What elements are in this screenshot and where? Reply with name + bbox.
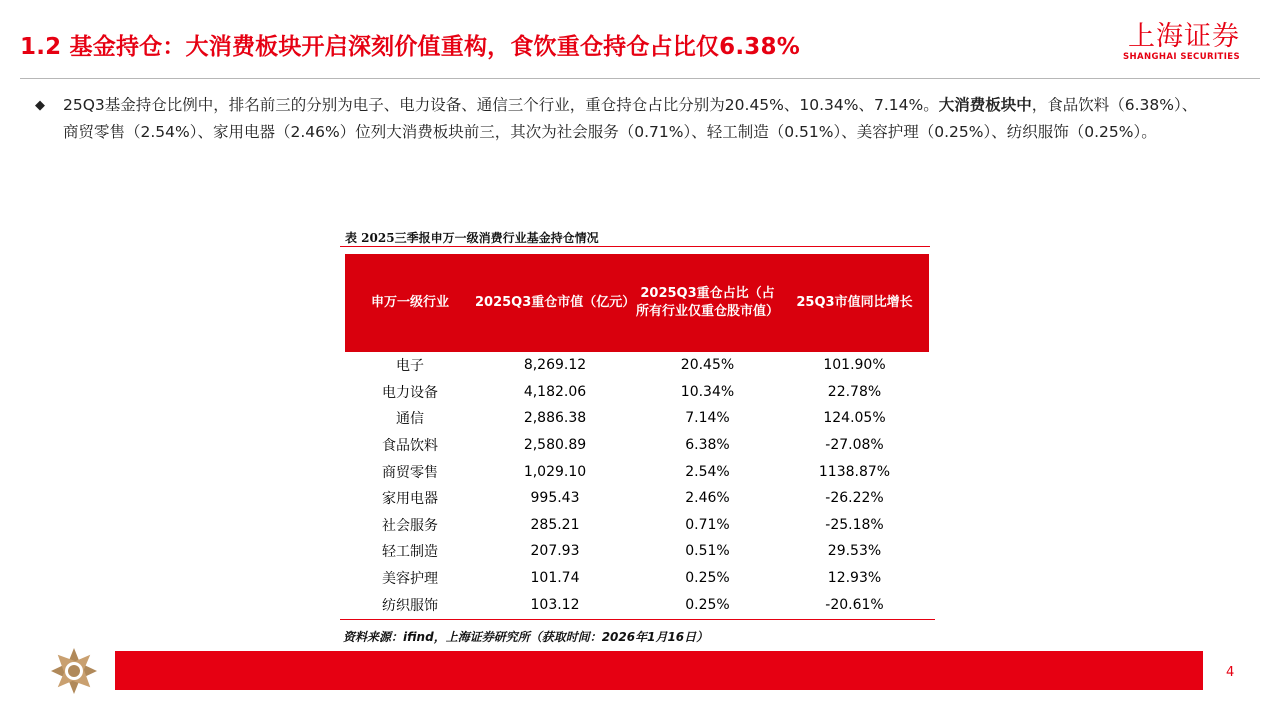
cell-industry: 轻工制造 (382, 544, 438, 561)
cell-industry: 电力设备 (382, 384, 438, 401)
cell-industry: 美容护理 (382, 571, 438, 588)
diamond-bullet-icon: ◆ (35, 98, 45, 113)
cell-market-value: 8,269.12 (523, 357, 587, 374)
cell-market-value: 995.43 (530, 490, 580, 507)
bullet-text (35, 92, 1200, 146)
header-industry: 申万一级行业 (370, 295, 449, 310)
cell-market-value: 4,182.06 (523, 383, 587, 400)
source-note: 资料来源：ifind，上海证券研究所（获取时间：2026年1月16日） (343, 630, 709, 644)
cell-industry: 纺织服饰 (382, 597, 438, 614)
cell-holding-ratio: 2.54% (685, 463, 730, 480)
table-row (345, 485, 929, 512)
cell-yoy-growth: 29.53% (827, 543, 882, 560)
cell-yoy-growth: 124.05% (823, 410, 886, 427)
company-logo (1123, 22, 1240, 62)
table-row (345, 591, 929, 618)
cell-holding-ratio: 10.34% (680, 383, 735, 400)
footer-bar (115, 651, 1203, 690)
title-divider (20, 78, 1260, 79)
cell-holding-ratio: 6.38% (685, 437, 730, 454)
cell-market-value: 101.74 (530, 570, 580, 587)
cell-market-value: 1,029.10 (523, 463, 587, 480)
emblem-logo-icon (50, 647, 98, 695)
cell-industry: 通信 (396, 411, 424, 428)
cell-yoy-growth: 101.90% (823, 357, 886, 374)
cell-yoy-growth: 1138.87% (818, 463, 891, 480)
cell-industry: 社会服务 (382, 517, 438, 534)
caption-divider (340, 246, 930, 247)
table-row (345, 512, 929, 539)
table-row (345, 538, 929, 565)
cell-market-value: 207.93 (530, 543, 580, 560)
cell-yoy-growth: -20.61% (825, 596, 884, 613)
cell-yoy-growth: -25.18% (825, 516, 884, 533)
cell-industry: 家用电器 (382, 491, 438, 508)
cell-holding-ratio: 0.25% (685, 596, 730, 613)
cell-yoy-growth: 22.78% (827, 383, 882, 400)
cell-industry: 食品饮料 (382, 438, 438, 455)
table-row (345, 379, 929, 406)
slide-title: 1.2 基金持仓：大消费板块开启深刻价值重构，食饮重仓持仓占比仅6.38% (20, 34, 800, 60)
cell-holding-ratio: 0.25% (685, 570, 730, 587)
table-caption: 表 2025三季报申万一级消费行业基金持仓情况 (345, 231, 599, 245)
page-number: 4 (1226, 665, 1235, 680)
header-holding-ratio: 2025Q3重仓占比（占所有行业仅重仓股市值） (635, 286, 779, 319)
table-row (345, 565, 929, 592)
table-bottom-divider (340, 619, 935, 620)
logo-english: SHANGHAI SECURITIES (1123, 52, 1240, 62)
bullet-paragraph (35, 92, 1200, 146)
cell-market-value: 2,886.38 (523, 410, 587, 427)
table-row (345, 432, 929, 459)
table-header (345, 254, 929, 352)
bullet-text-part1: 25Q3基金持仓比例中，排名前三的分别为电子、电力设备、通信三个行业，重仓持仓占比分别为20.45%、10.34%、7.14%。 (63, 96, 939, 114)
cell-industry: 商贸零售 (382, 464, 438, 481)
cell-holding-ratio: 7.14% (685, 410, 730, 427)
cell-market-value: 2,580.89 (523, 437, 587, 454)
cell-market-value: 285.21 (530, 516, 580, 533)
cell-yoy-growth: -26.22% (825, 490, 884, 507)
cell-yoy-growth: -27.08% (825, 437, 884, 454)
cell-market-value: 103.12 (530, 596, 580, 613)
header-market-value: 2025Q3重仓市值（亿元） (475, 295, 636, 310)
bullet-text-bold: 大消费板块中 (938, 96, 1032, 114)
cell-holding-ratio: 20.45% (680, 357, 735, 374)
table-row (345, 352, 929, 379)
table-row (345, 458, 929, 485)
bullet-text-part3: ，食品饮料（6.38%）、商贸零售（2.54%）、家用电器（2.46%）位列大消费板块前三，其次为社会服务（0.71%）、轻工制造（0.51%）、美容护理（0.25%）、纺织服饰（0.25%）。 (63, 96, 1198, 141)
logo-chinese: 上海证券 (1128, 21, 1240, 52)
table-row (345, 405, 929, 432)
header-yoy-growth: 25Q3市值同比增长 (796, 295, 913, 310)
cell-holding-ratio: 0.51% (685, 543, 730, 560)
cell-holding-ratio: 0.71% (685, 516, 730, 533)
table-body (345, 352, 929, 618)
cell-industry: 电子 (396, 358, 424, 375)
cell-holding-ratio: 2.46% (685, 490, 730, 507)
cell-yoy-growth: 12.93% (827, 570, 882, 587)
